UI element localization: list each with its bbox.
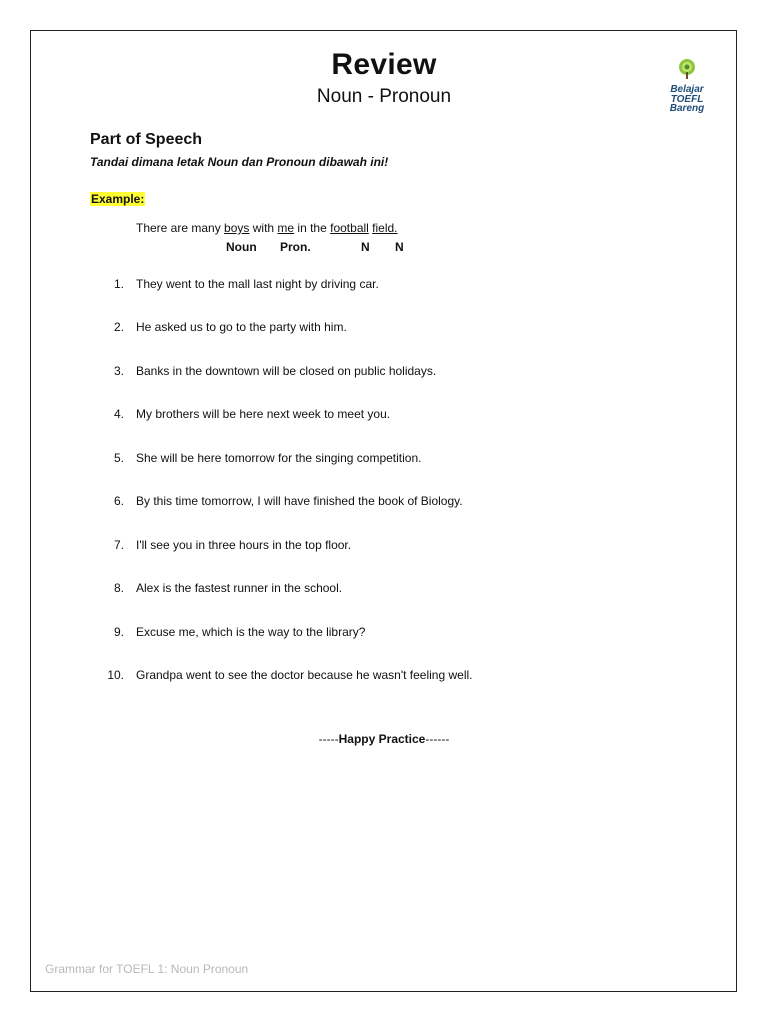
- closing-line: [0, 732, 768, 746]
- question-number: 2.: [113, 320, 124, 334]
- instruction-text: Tandai dimana letak Noun dan Pronoun dibawah ini!: [90, 155, 389, 169]
- example-tag-n-2: N: [395, 240, 404, 254]
- document-page: [30, 30, 737, 992]
- question-number: 6.: [113, 494, 124, 508]
- question-text: Banks in the downtown will be closed on public holidays.: [136, 364, 437, 378]
- example-text-1: There are many: [136, 221, 225, 235]
- question-number: 5.: [113, 451, 124, 465]
- question-text: They went to the mall last night by driving car.: [136, 277, 379, 291]
- example-tag-pron: Pron.: [280, 240, 311, 254]
- example-word-field: field.: [372, 221, 398, 235]
- page-subtitle: Noun - Pronoun: [316, 86, 452, 107]
- logo-text-line-1: Belajar: [670, 84, 704, 95]
- closing-dashes-right: ------: [425, 732, 450, 746]
- page-footer: Grammar for TOEFL 1: Noun Pronoun: [45, 962, 249, 976]
- example-text-3: in the: [294, 221, 331, 235]
- question-number: 9.: [113, 625, 124, 639]
- example-sentence: [136, 221, 398, 235]
- question-number: 8.: [113, 581, 124, 595]
- question-text: I'll see you in three hours in the top floor.: [136, 538, 352, 552]
- example-word-me: me: [277, 221, 295, 235]
- example-word-football: football: [330, 221, 369, 235]
- question-text: By this time tomorrow, I will have finished the book of Biology.: [136, 494, 463, 508]
- tree-logo-icon: [676, 58, 698, 80]
- question-text: She will be here tomorrow for the singing competition.: [136, 451, 422, 465]
- example-text-2: with: [249, 221, 278, 235]
- question-text: He asked us to go to the party with him.: [136, 320, 347, 334]
- example-word-boys: boys: [224, 221, 250, 235]
- question-number: 7.: [113, 538, 124, 552]
- question-number: 10.: [107, 668, 124, 682]
- example-label: Example:: [91, 192, 145, 206]
- question-text: Excuse me, which is the way to the library?: [136, 625, 366, 639]
- example-tag-n-1: N: [361, 240, 370, 254]
- closing-text: Happy Practice: [338, 732, 426, 746]
- question-number: 1.: [113, 277, 124, 291]
- page-title: Review: [331, 48, 437, 81]
- logo-text-line-3: Bareng: [669, 103, 705, 114]
- closing-dashes-left: -----: [318, 732, 339, 746]
- question-text: Alex is the fastest runner in the school.: [136, 581, 343, 595]
- logo-text-line-2: TOEFL: [670, 93, 704, 105]
- question-number: 3.: [113, 364, 124, 378]
- question-text: Grandpa went to see the doctor because he wasn't feeling well.: [136, 668, 473, 682]
- logo: [664, 58, 710, 114]
- question-text: My brothers will be here next week to meet you.: [136, 407, 391, 421]
- question-number: 4.: [113, 407, 124, 421]
- example-tag-noun: Noun: [226, 240, 257, 254]
- section-heading: Part of Speech: [90, 131, 203, 148]
